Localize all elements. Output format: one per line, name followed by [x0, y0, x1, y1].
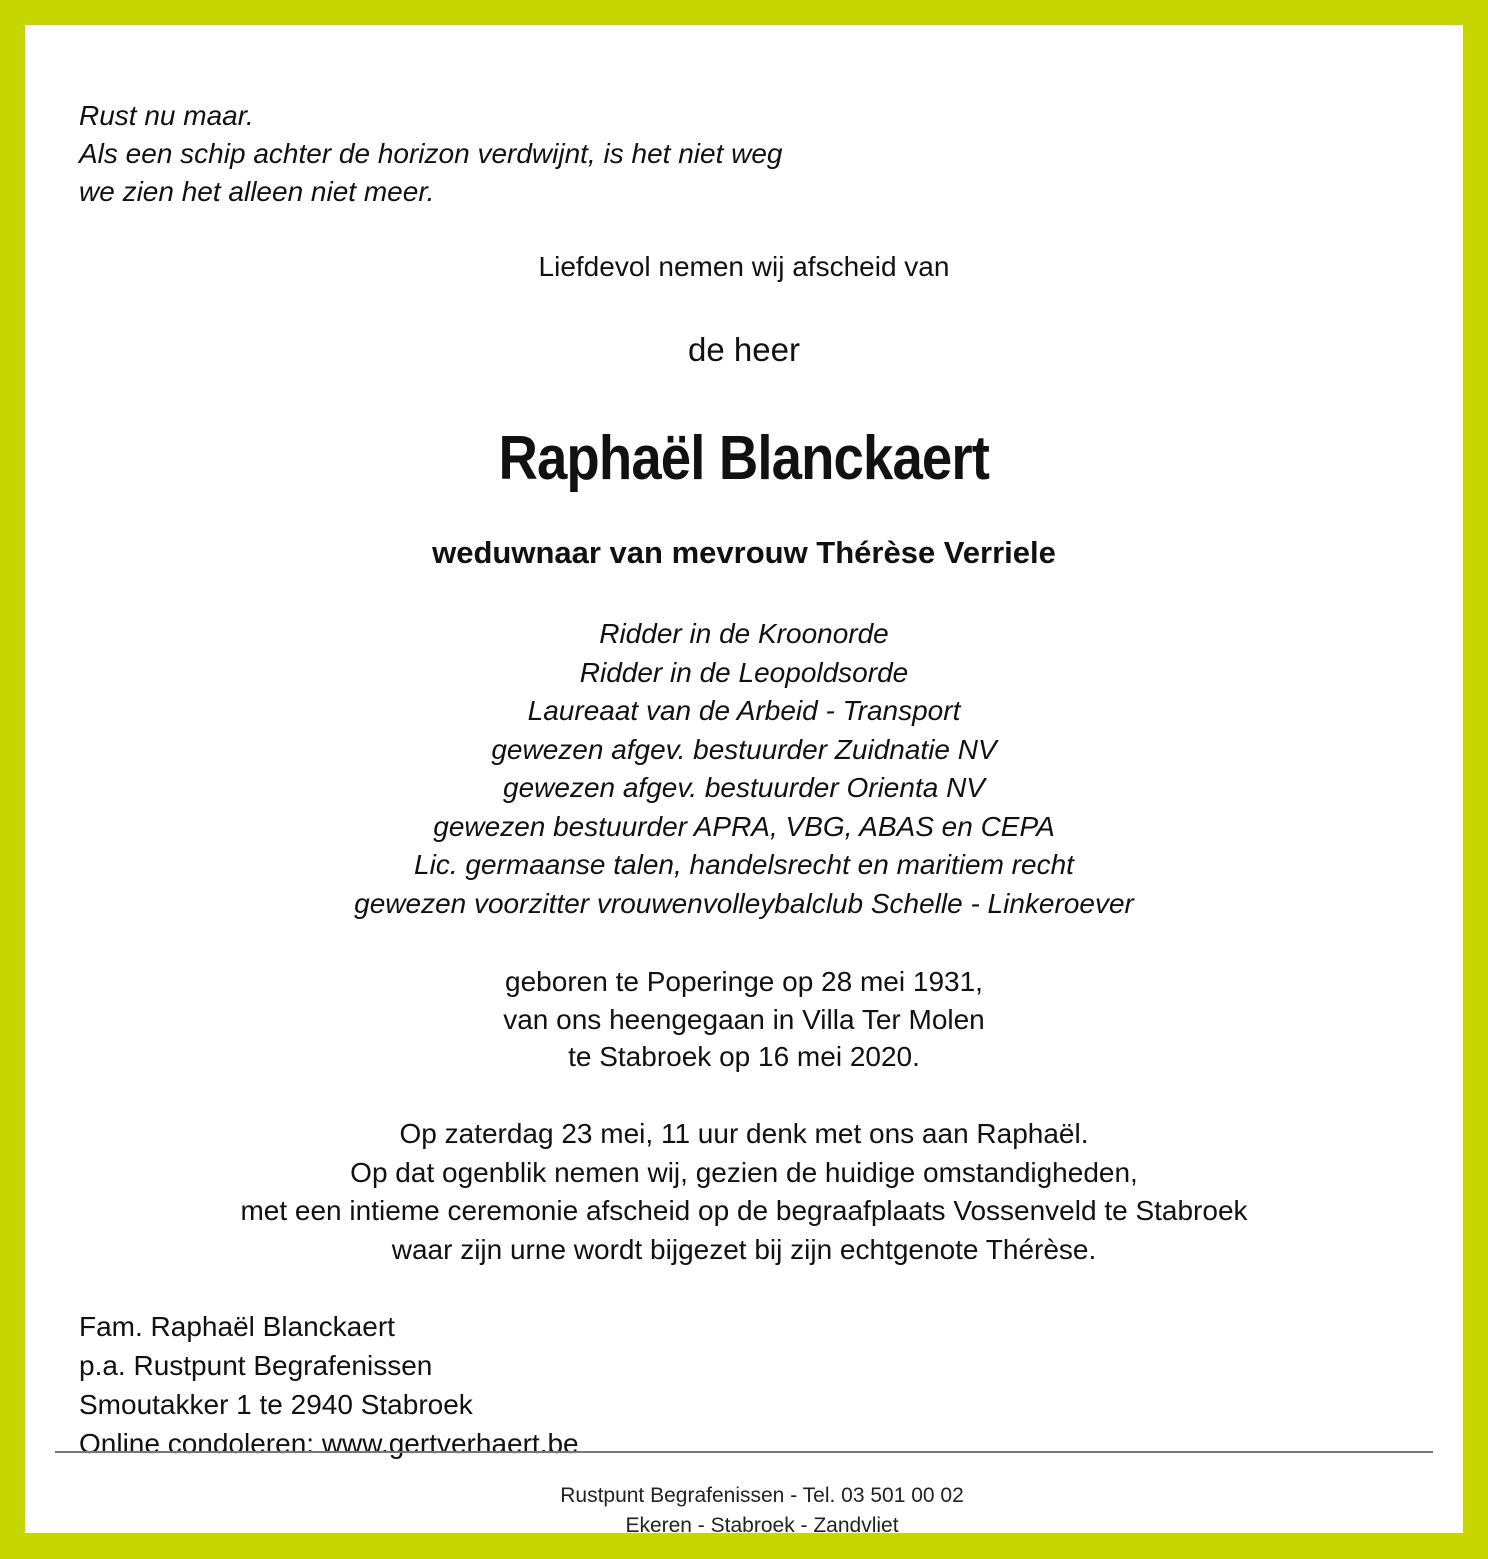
honor-item: Laureaat van de Arbeid - Transport — [527, 695, 961, 726]
poem-line: Als een schip achter de horizon verdwijnt, is het niet weg — [79, 138, 783, 169]
birth-line: te Stabroek op 16 mei 2020. — [568, 1041, 920, 1072]
birth-line: geboren te Poperinge op 28 mei 1931, — [505, 966, 983, 997]
honor-item: gewezen afgev. bestuurder Orienta NV — [503, 772, 985, 803]
obituary-card — [25, 25, 1463, 1537]
intro-text: Liefdevol nemen wij afscheid van — [538, 251, 950, 282]
condolence-link[interactable]: Online condoleren: www.gertverhaert.be — [79, 1428, 579, 1459]
footer — [43, 1481, 1481, 1541]
poem — [79, 97, 1488, 211]
footer-line: Ekeren - Stabroek - Zandvliet — [625, 1514, 899, 1537]
ceremony-line: met een intieme ceremonie afscheid op de begraafplaats Vossenveld te Stabroek — [240, 1195, 1248, 1226]
deceased-name-text: Raphaël Blanckaert — [498, 424, 990, 493]
deceased-name — [25, 423, 1463, 494]
ceremony-line: waar zijn urne wordt bijgezet bij zijn echtgenote Thérèse. — [391, 1233, 1097, 1265]
honor-item: gewezen afgev. bestuurder Zuidnatie NV — [491, 733, 997, 765]
ceremony-info — [25, 1115, 1463, 1269]
honors-list — [25, 615, 1463, 923]
birth-line: van ons heengegaan in Villa Ter Molen — [503, 1003, 985, 1035]
ceremony-line: Op zaterdag 23 mei, 11 uur denk met ons aan Raphaël. — [399, 1118, 1089, 1149]
honor-item: gewezen bestuurder APRA, VBG, ABAS en CEPA — [433, 810, 1055, 842]
poem-line: we zien het alleen niet meer. — [79, 176, 435, 207]
widower-line: weduwnaar van mevrouw Thérèse Verriele — [432, 535, 1056, 570]
honorific: de heer — [688, 331, 800, 368]
ceremony-line: Op dat ogenblik nemen wij, gezien de huidige omstandigheden, — [350, 1156, 1138, 1188]
family-line: Smoutakker 1 te 2940 Stabroek — [79, 1389, 473, 1420]
divider — [55, 1451, 1433, 1453]
family-line: p.a. Rustpunt Begrafenissen — [79, 1350, 433, 1381]
poem-line: Rust nu maar. — [79, 100, 254, 131]
family-address — [79, 1307, 1488, 1463]
honor-item: Ridder in de Kroonorde — [599, 618, 889, 649]
footer-line: Rustpunt Begrafenissen - Tel. 03 501 00 02 — [560, 1484, 964, 1507]
birth-death-info — [25, 963, 1463, 1076]
family-line: Fam. Raphaël Blanckaert — [79, 1311, 395, 1342]
honor-item: Lic. germaanse talen, handelsrecht en maritiem recht — [414, 849, 1074, 880]
honor-item: Ridder in de Leopoldsorde — [579, 656, 909, 688]
honor-item: gewezen voorzitter vrouwenvolleybalclub Schelle - Linkeroever — [354, 887, 1134, 919]
